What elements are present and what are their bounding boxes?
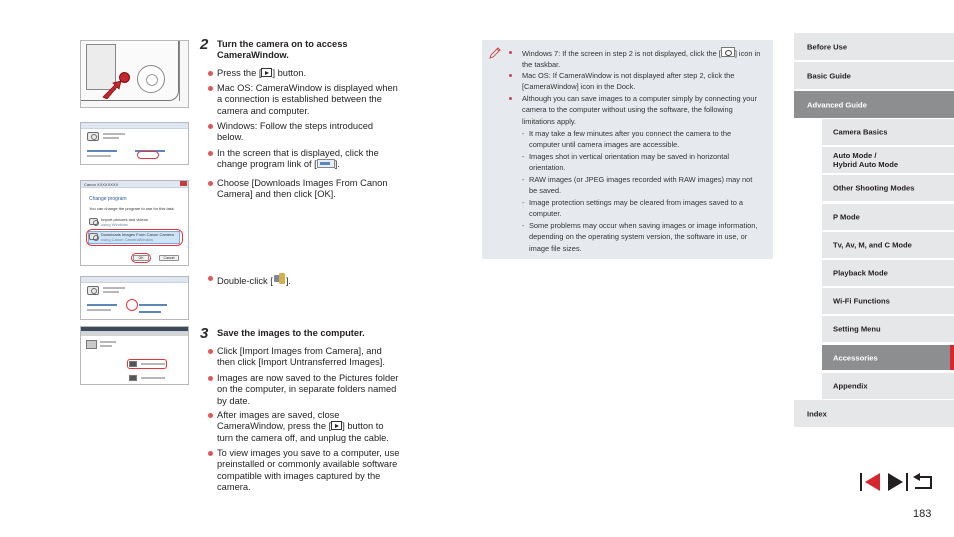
dash: - xyxy=(522,175,525,184)
nav-tv-av-m-c-mode[interactable] xyxy=(822,232,954,258)
option-canon-highlight xyxy=(86,229,183,246)
playback-button-icon xyxy=(331,421,342,430)
nav-label: Appendix xyxy=(833,381,868,391)
step-2-number: 2 xyxy=(200,36,209,53)
taskbar-camera-icon xyxy=(721,47,735,57)
dash: - xyxy=(522,129,525,138)
ok-button: OK xyxy=(133,255,149,261)
dash: - xyxy=(522,152,525,161)
camera-device-icon xyxy=(87,132,99,141)
dash: - xyxy=(522,221,525,230)
nav-label: Playback Mode xyxy=(833,268,888,278)
nav-label-line: Auto Mode / xyxy=(833,151,877,160)
nav-label: Setting Menu xyxy=(833,324,881,334)
next-page-icon[interactable] xyxy=(886,473,908,491)
bullet-text: To view images you save to a computer, use preinstalled or commonly available software compatible with images captured by the camera. xyxy=(217,448,400,493)
bullet-press-button xyxy=(208,68,400,79)
note-dot xyxy=(509,51,512,54)
window-titlebar xyxy=(81,123,188,129)
option-canon-title: Downloads Images From Canon Camera xyxy=(101,232,174,237)
nav-label: Accessories xyxy=(833,353,878,362)
nav-camera-basics[interactable] xyxy=(822,119,954,145)
nav-appendix[interactable] xyxy=(822,373,954,399)
bullet-mac-os xyxy=(208,83,400,117)
note-box xyxy=(482,40,773,259)
bullet-dot xyxy=(208,413,213,418)
return-icon[interactable] xyxy=(912,473,934,491)
bullet-text: ]. xyxy=(334,159,340,170)
text-line xyxy=(103,291,119,293)
dialog-titlebar xyxy=(81,181,188,188)
nav-label: Wi-Fi Functions xyxy=(833,296,890,306)
nav-label xyxy=(833,151,898,169)
option-windows-sub: using Windows xyxy=(101,222,128,227)
nav-before-use[interactable] xyxy=(794,33,954,60)
bullet-text: After images are saved, close CameraWindow, press the [ xyxy=(217,410,340,432)
bullet-dot xyxy=(208,181,213,186)
option-canon-sub: using Canon CameraWindow xyxy=(101,237,154,242)
text-line xyxy=(87,309,111,311)
nav-other-shooting-modes[interactable] xyxy=(822,175,954,201)
text-line xyxy=(103,137,119,139)
finger-arrow-icon xyxy=(101,77,131,99)
note-text: Image protection settings may be cleared from images saved to a computer. xyxy=(529,198,744,219)
text-line xyxy=(87,150,117,152)
nav-wifi-functions[interactable] xyxy=(822,288,954,314)
note-text: ] icon in the taskbar. xyxy=(522,49,761,70)
bullet-text: Windows: Follow the steps introduced below. xyxy=(217,121,374,143)
autoplay-cw-screenshot xyxy=(80,276,189,320)
bullet-text: Mac OS: CameraWindow is displayed when a connection is established between the camera and computer. xyxy=(217,83,398,116)
note-item-windows7 xyxy=(509,47,763,71)
import-icon xyxy=(129,375,137,381)
active-indicator xyxy=(950,345,954,370)
note-text: It may take a few minutes after you connect the camera to the computer until camera images are accessible. xyxy=(529,129,732,150)
nav-accessories[interactable] xyxy=(822,345,954,370)
option-icon xyxy=(89,218,98,225)
note-text: Mac OS: If CameraWindow is not displayed after step 2, click the [CameraWindow] icon in the Dock. xyxy=(522,71,735,92)
bullet-after-saved xyxy=(208,410,400,444)
text-line xyxy=(103,287,125,289)
text-line xyxy=(100,345,112,347)
camerawindow-icon-highlight xyxy=(126,299,138,311)
bullet-text: Choose [Downloads Images From Canon Camera] and then click [OK]. xyxy=(217,178,388,200)
text-line xyxy=(100,341,116,343)
change-program-subtext: You can change the program to use for this task. xyxy=(89,206,175,211)
change-program-heading: Change program xyxy=(89,196,127,202)
bullet-windows xyxy=(208,121,400,144)
nav-playback-mode[interactable] xyxy=(822,260,954,286)
playback-button-icon xyxy=(261,68,272,77)
text-line xyxy=(103,133,125,135)
pencil-icon xyxy=(488,46,502,60)
nav-label: Advanced Guide xyxy=(807,100,867,109)
camera-device-icon xyxy=(87,286,99,295)
ok-button-highlight xyxy=(131,253,151,263)
nav-p-mode[interactable] xyxy=(822,204,954,230)
note-text: Windows 7: If the screen in step 2 is not displayed, click the [ xyxy=(522,49,721,58)
camera-playback-illustration xyxy=(80,40,189,108)
nav-advanced-guide[interactable] xyxy=(794,91,954,118)
bullet-dot xyxy=(208,276,213,281)
text-line xyxy=(87,304,117,306)
text-line xyxy=(139,304,167,306)
page-number: 183 xyxy=(913,508,932,520)
window-toolbar xyxy=(81,332,188,336)
note-sub-item xyxy=(522,220,760,254)
step-3-title: Save the images to the computer. xyxy=(217,328,365,338)
bullet-text: Click [Import Images from Camera], and then click [Import Untransferred Images]. xyxy=(217,346,385,368)
dash: - xyxy=(522,198,525,207)
camera-thumb xyxy=(86,340,97,349)
note-text: Although you can save images to a computer simply by connecting your camera to the computer without using the software, the following limitations apply. xyxy=(522,94,757,126)
bullet-dot xyxy=(208,86,213,91)
note-item-limitations xyxy=(509,93,763,127)
camerawindow-icon xyxy=(273,273,286,285)
nav-index[interactable] xyxy=(794,400,954,427)
bullet-dot xyxy=(208,124,213,129)
bullet-choose xyxy=(208,178,400,201)
nav-label-line: Hybrid Auto Mode xyxy=(833,160,899,169)
bullet-text: ] button to turn the camera off, and unplug the cable. xyxy=(217,421,389,443)
text-line xyxy=(141,377,165,379)
bullet-double-click xyxy=(208,273,400,287)
nav-label: Other Shooting Modes xyxy=(833,183,915,193)
nav-label: Tv, Av, M, and C Mode xyxy=(833,240,912,250)
camera-side-edge xyxy=(179,41,189,101)
bullet-dot xyxy=(208,451,213,456)
text-line xyxy=(87,155,111,157)
bullet-dot xyxy=(208,349,213,354)
dialog-title: Canon XXXXXXXX xyxy=(84,182,119,187)
nav-basic-guide[interactable] xyxy=(794,62,954,89)
note-sub-item xyxy=(522,128,760,151)
nav-label: Before Use xyxy=(807,42,848,51)
bullet-dot xyxy=(208,71,213,76)
bullet-import xyxy=(208,346,400,369)
change-program-highlight xyxy=(137,151,159,159)
bullet-change-program xyxy=(208,148,400,171)
window-titlebar xyxy=(81,277,188,283)
autoplay-window-screenshot xyxy=(80,122,189,165)
step-3-number: 3 xyxy=(200,325,209,342)
bullet-dot xyxy=(208,376,213,381)
bullet-dot xyxy=(208,151,213,156)
note-dot xyxy=(509,97,512,100)
option-windows-title: Import pictures and videos xyxy=(101,217,148,222)
bullet-text: Double-click [ xyxy=(217,276,273,286)
note-dot xyxy=(509,74,512,77)
nav-setting-menu[interactable] xyxy=(822,316,954,342)
nav-auto-mode[interactable] xyxy=(822,147,954,173)
bullet-text: ]. xyxy=(285,276,291,286)
prev-page-icon[interactable] xyxy=(860,473,882,491)
change-program-link-icon xyxy=(317,159,335,168)
bullet-text: ] button. xyxy=(272,68,307,78)
note-sub-item xyxy=(522,151,760,174)
note-item-mac xyxy=(509,70,763,93)
note-text: Images shot in vertical orientation may be saved in horizontal orientation. xyxy=(529,152,730,173)
nav-label: Index xyxy=(807,409,827,418)
note-text: Some problems may occur when saving images or image information, depending on the operating system version, the software in use, or image file sizes. xyxy=(529,221,758,253)
dialog-close-icon xyxy=(180,181,187,186)
note-sub-item xyxy=(522,197,760,220)
step-2-title: Turn the camera on to access CameraWindow. xyxy=(217,39,348,61)
cancel-button: Cancel xyxy=(159,255,179,261)
bullet-text: Press the [ xyxy=(217,68,262,78)
import-highlight xyxy=(127,359,167,369)
text-line xyxy=(139,311,161,313)
nav-label: Camera Basics xyxy=(833,127,888,137)
nav-label: Basic Guide xyxy=(807,71,851,80)
camerawindow-import-screenshot xyxy=(80,326,189,385)
note-text: RAW images (or JPEG images recorded with RAW images) may not be saved. xyxy=(529,175,753,196)
nav-label: P Mode xyxy=(833,212,860,222)
camera-dial xyxy=(137,65,165,93)
note-sub-item xyxy=(522,174,760,197)
change-program-dialog-screenshot xyxy=(80,180,189,266)
bullet-saved xyxy=(208,373,400,407)
bullet-text: In the screen that is displayed, click the change program link of [ xyxy=(217,148,379,170)
bullet-view xyxy=(208,448,400,494)
bullet-text: Images are now saved to the Pictures folder on the computer, in separate folders named by date. xyxy=(217,373,399,406)
